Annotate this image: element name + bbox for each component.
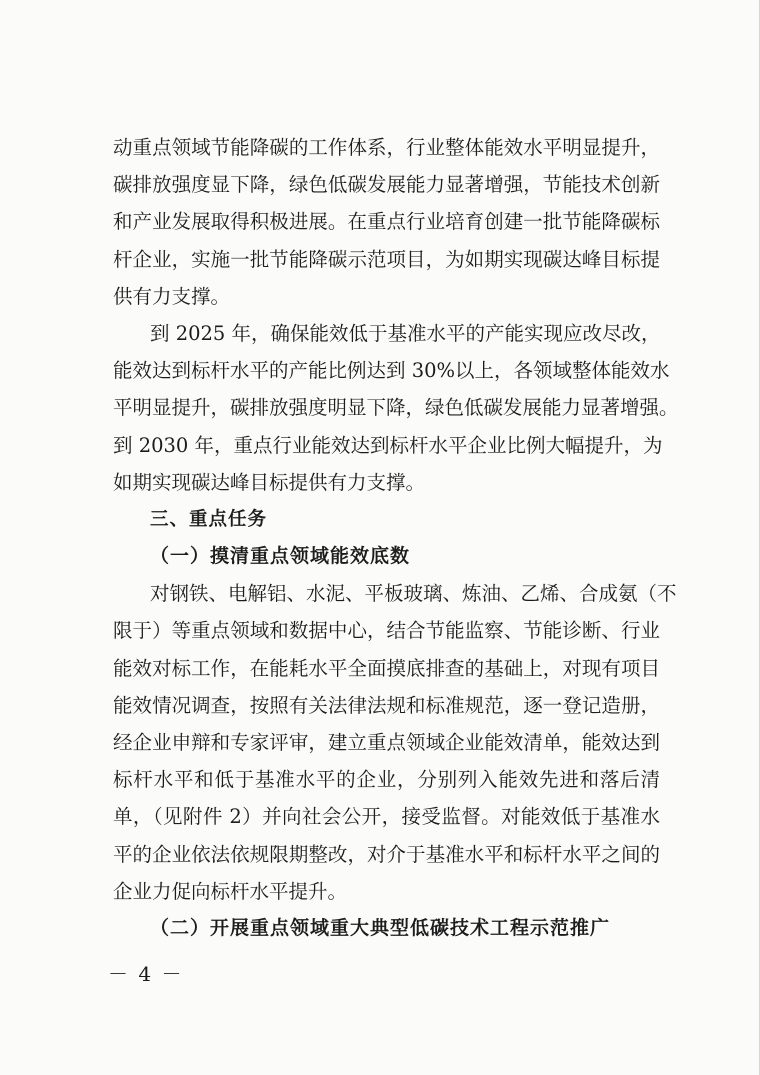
paragraph-line: 能效达到标杆水平的产能比例达到 30%以上，各领域整体能效水	[113, 359, 670, 383]
paragraph-line: 动重点领域节能降碳的工作体系，行业整体能效水平明显提升，	[113, 136, 660, 159]
paragraph-line: 到 2025 年，确保能效低于基准水平的产能实现应改尽改，	[150, 321, 661, 345]
page-number: － 4 －	[108, 962, 184, 986]
subsection-heading: （二）开展重点领域重大典型低碳技术工程示范推广	[150, 916, 611, 939]
paragraph-line: 能效对标工作，在能耗水平全面摸底排查的基础上，对现有项目	[113, 656, 660, 680]
document-body	[113, 129, 679, 947]
paragraph-line: 平的企业依法依规限期整改，对介于基准水平和标杆水平之间的	[113, 842, 660, 866]
paragraph-line: 标杆水平和低于基准水平的企业，分别列入能效先进和落后清	[113, 768, 660, 792]
paragraph-line: 企业力促向标杆水平提升。	[113, 879, 348, 903]
paragraph-line: 能效情况调查，按照有关法律法规和标准规范，逐一登记造册，	[113, 693, 660, 717]
section-heading: 三、重点任务	[150, 508, 268, 530]
paragraph-line: 如期实现碳达峰目标提供有力支撑。	[113, 470, 426, 494]
paragraph-line: 供有力支撑。	[113, 284, 231, 308]
paragraph-line: 杆企业，实施一批节能降碳示范项目，为如期实现碳达峰目标提	[113, 247, 660, 271]
paragraph-line: 碳排放强度显下降，绿色低碳发展能力显著增强，节能技术创新	[113, 173, 660, 197]
paragraph-line: 平明显提升，碳排放强度明显下降，绿色低碳发展能力显著增强。	[113, 396, 679, 420]
paragraph-line: 到 2030 年，重点行业能效达到标杆水平企业比例大幅提升，为	[113, 433, 663, 457]
paragraph-line: 限于）等重点领域和数据中心，结合节能监察、节能诊断、行业	[113, 619, 660, 643]
paragraph-line: 和产业发展取得积极进展。在重点行业培育创建一批节能降碳标	[113, 210, 660, 234]
subsection-heading: （一）摸清重点领域能效底数	[150, 545, 411, 568]
paragraph-line: 单，（见附件 2）并向社会公开，接受监督。对能效低于基准水	[113, 805, 660, 829]
paragraph-line: 经企业申辩和专家评审，建立重点领域企业能效清单，能效达到	[113, 731, 660, 754]
paragraph-line: 对钢铁、电解铝、水泥、平板玻璃、炼油、乙烯、合成氨（不	[150, 582, 677, 606]
